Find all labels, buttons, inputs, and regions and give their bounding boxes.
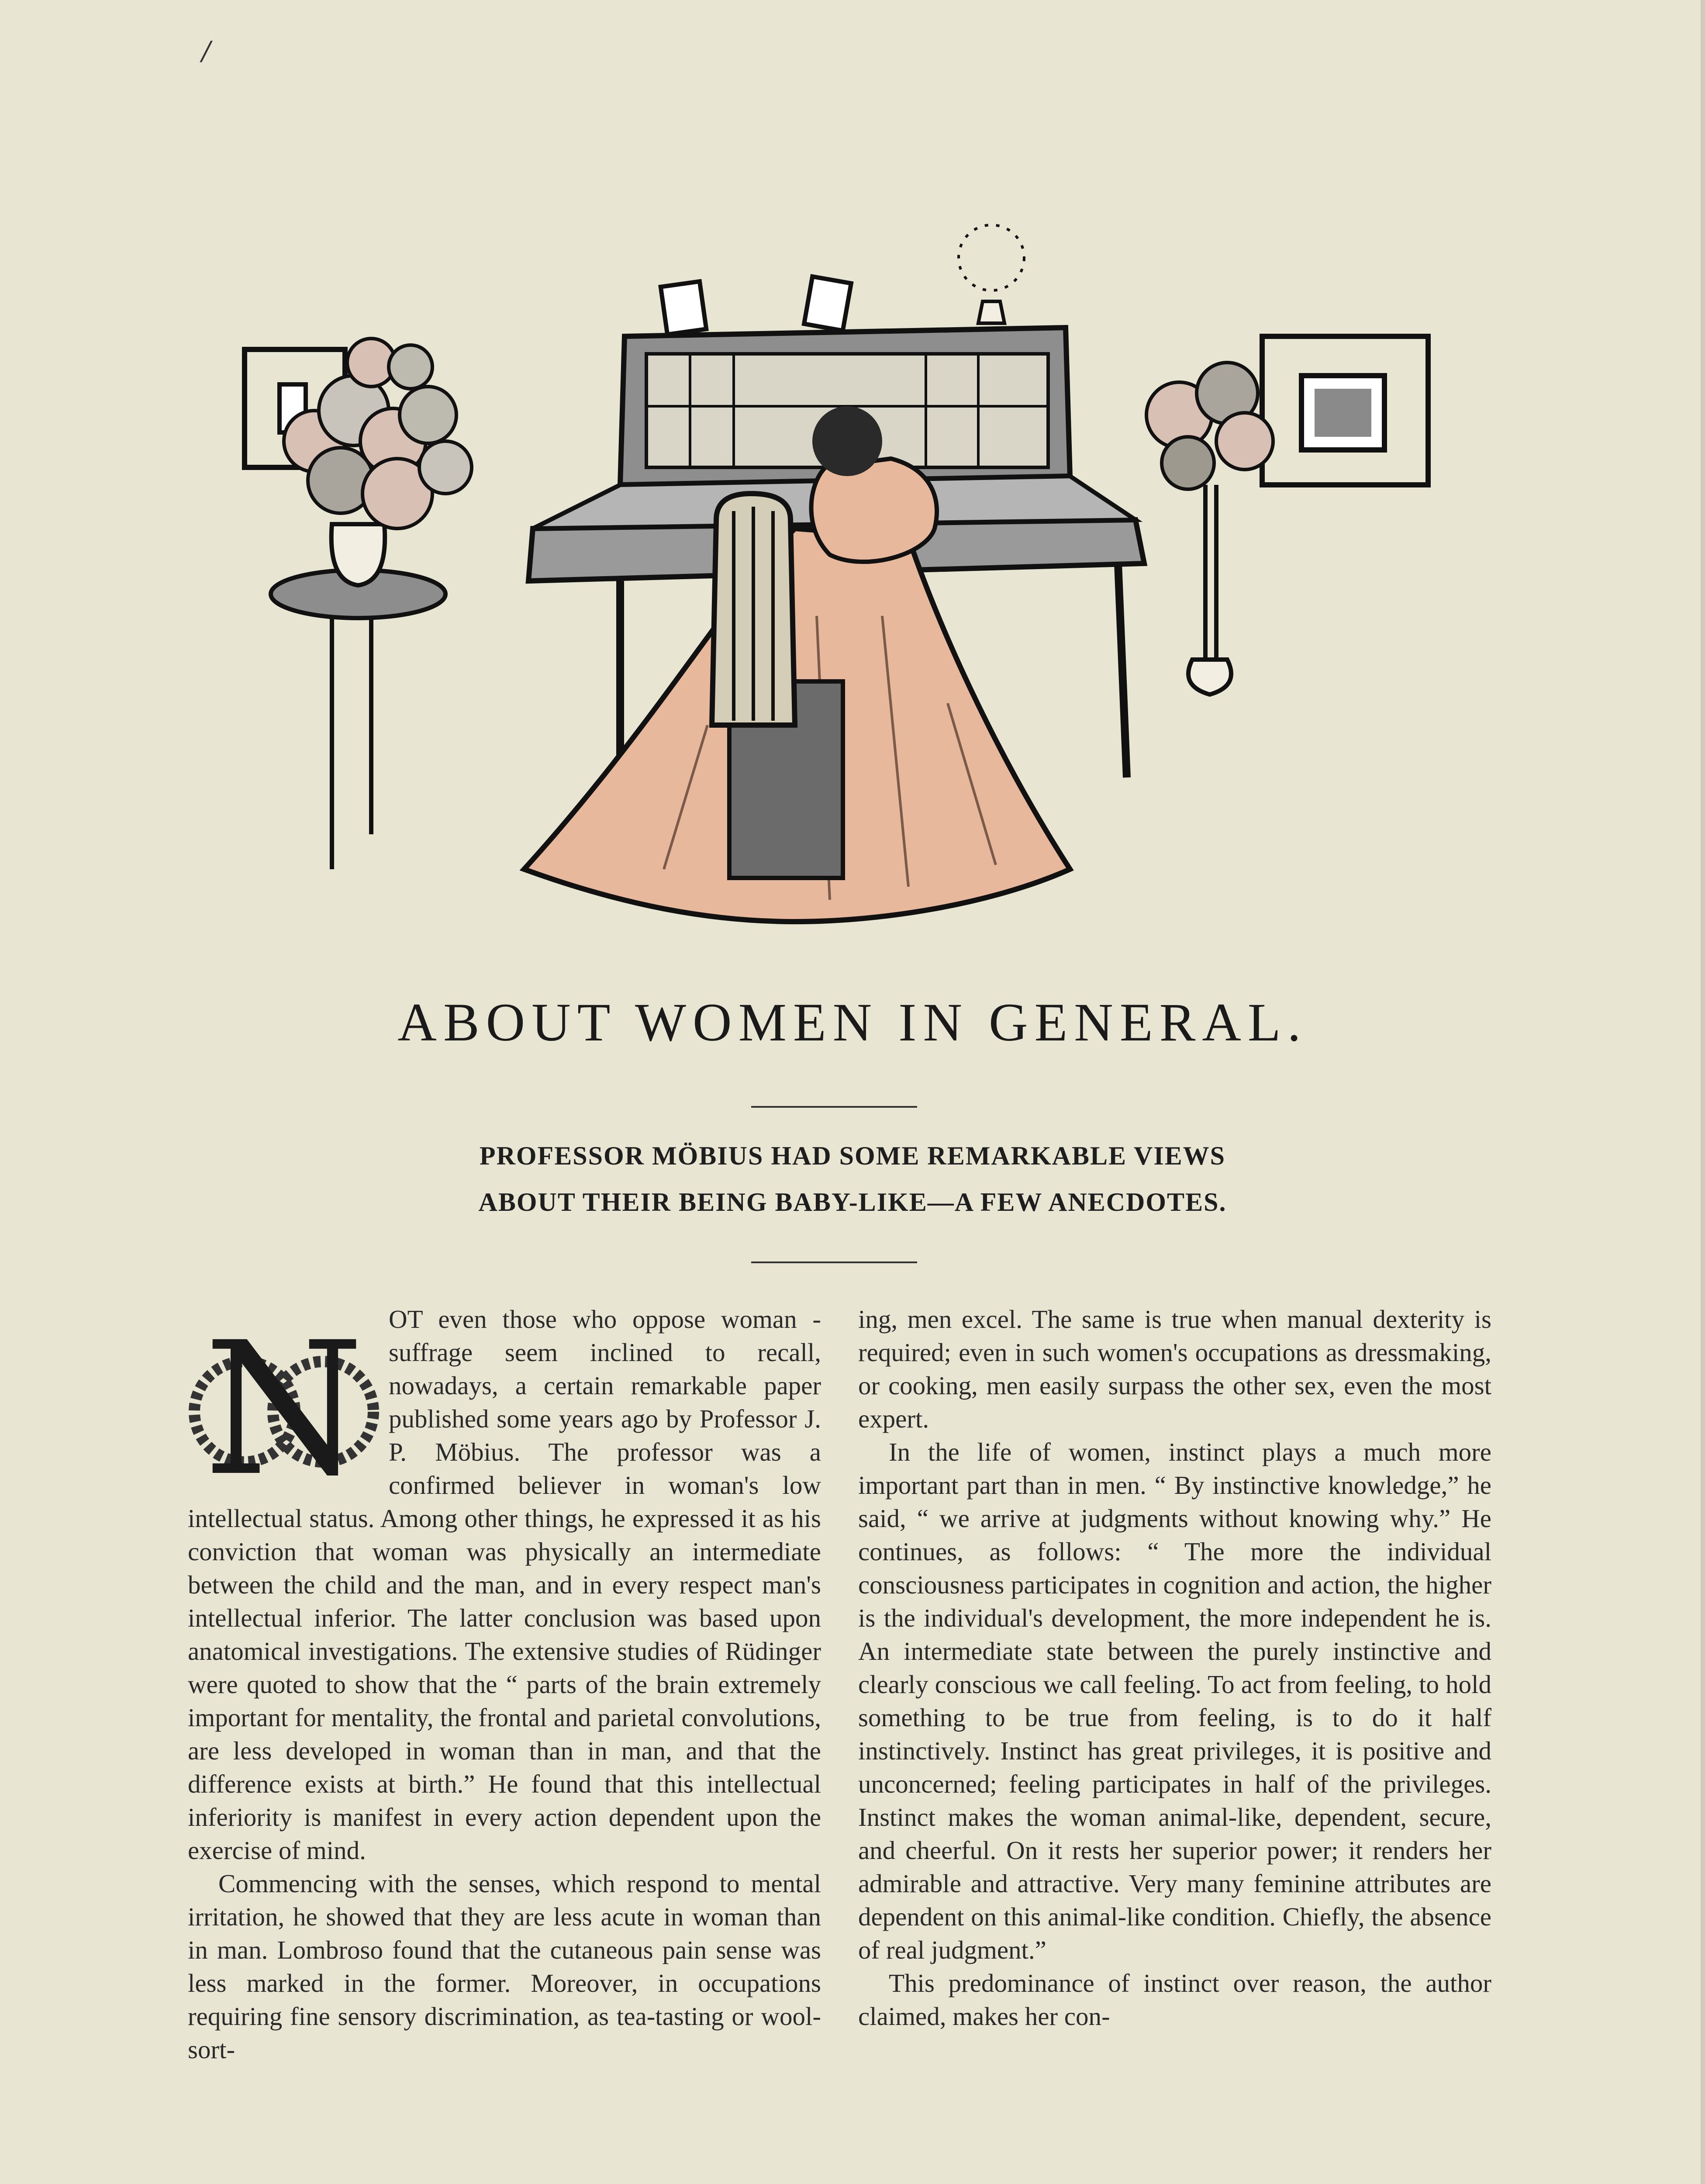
header-illustration xyxy=(227,223,1450,943)
text-column-left xyxy=(188,1303,821,2066)
column2-paragraph-1: ing, men excel. The same is true when manual dexterity is required; even in such women's occupations as dressmaking, or cooking, men easily surpass the other sex, even the most expert. xyxy=(858,1305,1491,1433)
column1-paragraph-2: Commencing with the senses, which respond to mental irritation, he showed that they are less acute in woman than in man. Lombroso found that the cutaneous pain sense was less marked in the former. Moreover, in occupations requiring fine sensory discrimination, as tea-tasting or wool-sort- xyxy=(188,1869,821,2064)
left-flower-bouquet xyxy=(284,339,472,529)
text-column-right xyxy=(858,1303,1491,2033)
title-divider xyxy=(751,1106,917,1108)
right-flower-stand xyxy=(1146,363,1273,695)
column2-paragraph-2: In the life of women, instinct plays a much more important part than in men. “ By instinctive knowledge,” he said, “ we arrive at judgments without knowing why.” He continues, as follows: “ The more the individual consciousness participates in cognition and action, the higher is the individual's development, the more independent he is. An intermediate state between the purely instinctive and clearly conscious we call feeling. To act from feeling, to hold something to be true from feeling, is to do it half instinctively. Instinct has great privileges, it is positive and unconcerned; feeling participates in half of the privileges. Instinct makes the woman animal-like, dependent, secure, and cheerful. On it rests her superior power; it renders her admirable and attractive. Very many feminine attributes are dependent on this animal-like condition. Chiefly, the absence of real judgment.” xyxy=(858,1438,1491,1964)
subtitle-line-2: ABOUT THEIR BEING BABY-LIKE—A FEW ANECDOTES. xyxy=(478,1188,1227,1216)
subtitle-line-1: PROFESSOR MÖBIUS HAD SOME REMARKABLE VIEWS xyxy=(479,1141,1226,1170)
subtitle-divider xyxy=(751,1261,917,1263)
dropcap-n-ornament xyxy=(188,1303,380,1495)
article-title: ABOUT WOMEN IN GENERAL. xyxy=(397,992,1308,1052)
corner-mark: / xyxy=(202,36,211,66)
dropcap-letter: N xyxy=(204,1303,364,1495)
left-side-table xyxy=(271,524,445,869)
column2-paragraph-3: This predominance of instinct over reason, the author claimed, makes her con- xyxy=(858,1969,1491,2031)
column1-paragraph-1: OT even those who oppose woman - suffrage seem inclined to recall, nowadays, a certain remarkable paper published some years ago by Professor J. P. Möbius. The professor was a confirmed believer in woman's low intellectual status. Among other things, he expressed it as his conviction that woman was physically an intermediate between the child and the man, and in every respect man's intellectual inferior. The latter conclusion was based upon anatomical investigations. The extensive studies of Rüdinger were quoted to show that the “ parts of the brain extremely important for mentality, the frontal and parietal convolutions, are less developed in woman than in man, and that the difference exists at birth.” He found that this intellectual inferiority is manifest in every action dependent upon the exercise of mind. xyxy=(188,1305,821,1865)
right-wall-picture xyxy=(1262,336,1428,485)
